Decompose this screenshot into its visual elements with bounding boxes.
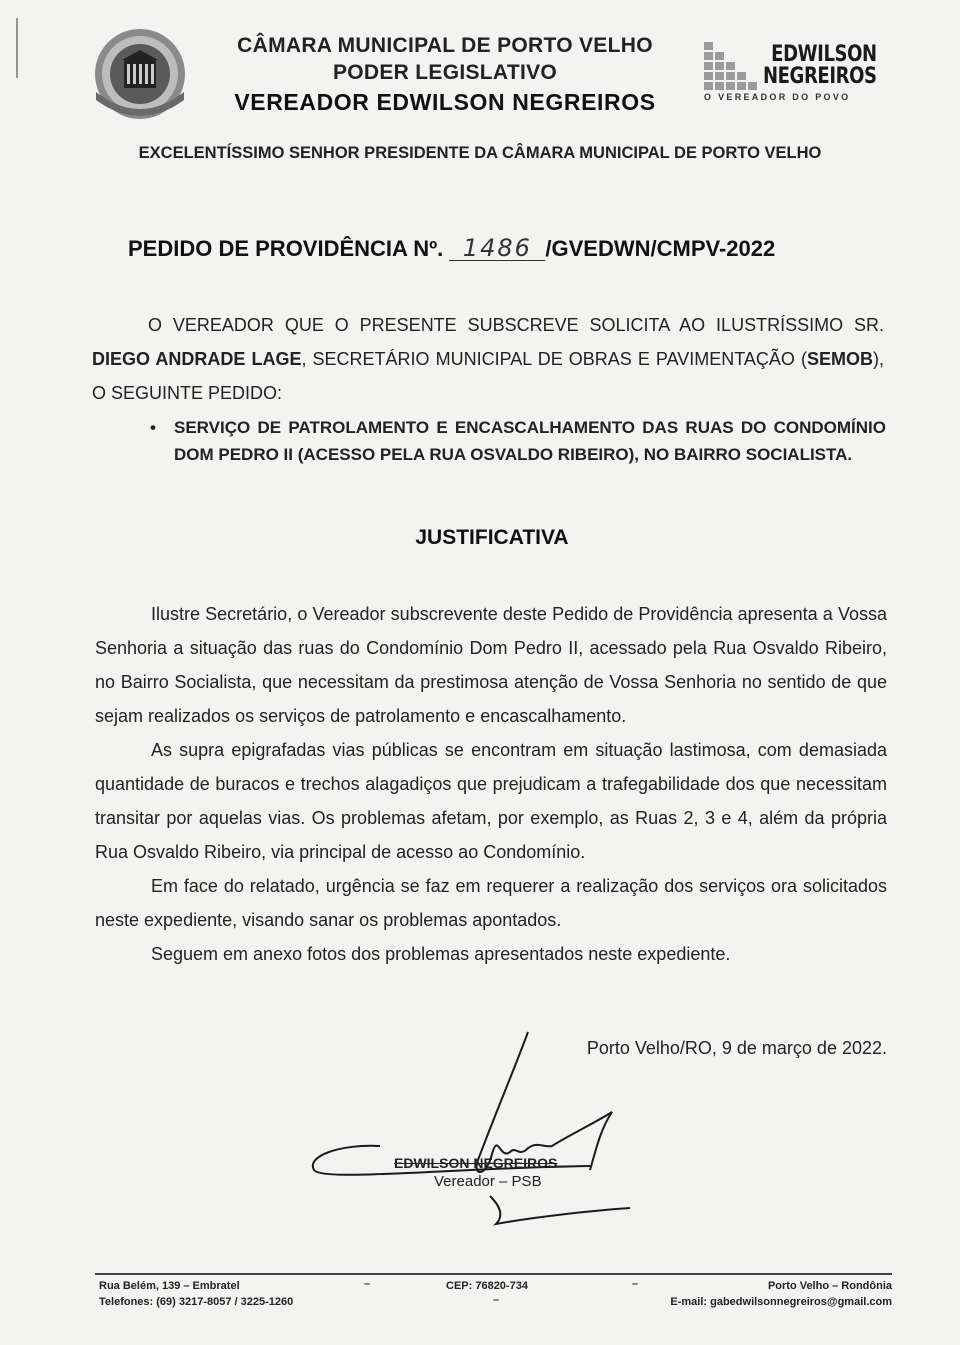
footer-cep-text: CEP: 76820-734 bbox=[446, 1280, 528, 1292]
footer-contact bbox=[99, 1278, 293, 1310]
agency-acronym: SEMOB bbox=[806, 349, 873, 369]
councilor-logo bbox=[700, 40, 885, 110]
institution-branch: PODER LEGISLATIVO bbox=[332, 61, 558, 84]
city-council-seal-icon bbox=[92, 26, 188, 122]
footer-separator: – bbox=[364, 1278, 371, 1290]
handwritten-signature-icon bbox=[300, 1020, 640, 1240]
bar-blocks-icon bbox=[704, 42, 766, 94]
request-prefix: PEDIDO DE PROVIDÊNCIA Nº. bbox=[128, 236, 444, 261]
place-and-date: Porto Velho/RO, 9 de março de 2022. bbox=[586, 1038, 887, 1058]
signer-role: Vereador – PSB bbox=[434, 1173, 542, 1190]
logo-name-line1: EDWILSON bbox=[771, 42, 877, 67]
justification-paragraph: As supra epigrafadas vias públicas se encontram em situação lastimosa, com demasiada quantidade de buracos e trechos alagadiços que prejudicam a trafegabilidade dos que necessitam transitar por aquelas vias. Os problemas afetam, por exemplo, as Ruas 2, 3 e 4, além da própria Rua Osvaldo Ribeiro, via principal de acesso ao Condomínio. bbox=[95, 740, 887, 862]
intro-paragraph bbox=[92, 308, 884, 410]
intro-text-2: , SECRETÁRIO MUNICIPAL DE OBRAS E PAVIMENTAÇÃO ( bbox=[301, 349, 807, 369]
addressee-line: EXCELENTÍSSIMO SENHOR PRESIDENTE DA CÂMARA MUNICIPAL DE PORTO VELHO bbox=[138, 144, 822, 162]
request-title bbox=[128, 236, 775, 262]
justification-paragraph: Ilustre Secretário, o Vereador subscrevente deste Pedido de Providência apresenta a Vossa Senhoria a situação das ruas do Condomínio Dom Pedro II, acessado pela Rua Osvaldo Ribeiro, no Bairro Socialista, que necessitam da prestimosa atenção de Vossa Senhoria no sentido de que sejam realizados os serviços de patrolamento e encascalhamento. bbox=[95, 604, 887, 726]
request-item bbox=[150, 414, 886, 468]
institution-name: CÂMARA MUNICIPAL DE PORTO VELHO bbox=[237, 34, 653, 57]
intro-text-1: O VEREADOR QUE O PRESENTE SUBSCREVE SOLICITA AO ILUSTRÍSSIMO SR. bbox=[148, 315, 884, 335]
footer-email: E-mail: gabedwilsonnegreiros@gmail.com bbox=[670, 1296, 892, 1308]
logo-name-line2: NEGREIROS bbox=[763, 64, 877, 89]
logo-tagline: O VEREADOR DO POVO bbox=[704, 92, 851, 102]
justification-heading: JUSTIFICATIVA bbox=[415, 526, 569, 549]
footer-separator: – bbox=[632, 1278, 639, 1290]
footer-address: Rua Belém, 139 – Embratel bbox=[99, 1280, 240, 1292]
scan-edge-mark bbox=[16, 18, 18, 78]
footer-phones: Telefones: (69) 3217-8057 / 3225-1260 bbox=[99, 1296, 294, 1308]
request-suffix: /GVEDWN/CMPV-2022 bbox=[545, 236, 776, 261]
footer-divider bbox=[95, 1273, 892, 1275]
request-number: 1486 bbox=[449, 236, 545, 261]
justification-body bbox=[95, 597, 887, 971]
recipient-name: DIEGO ANDRADE LAGE bbox=[92, 349, 302, 369]
footer-separator: – bbox=[493, 1294, 500, 1306]
justification-paragraph: Em face do relatado, urgência se faz em requerer a realização dos serviços ora solicitados neste expediente, visando sanar os problemas apontados. bbox=[95, 876, 887, 930]
footer-cep bbox=[446, 1278, 528, 1294]
signer-name: EDWILSON NEGREIROS bbox=[394, 1155, 558, 1171]
justification-paragraph: Seguem em anexo fotos dos problemas apresentados neste expediente. bbox=[151, 944, 731, 964]
bullet-icon: • bbox=[150, 418, 156, 437]
letterhead bbox=[200, 32, 690, 117]
intro-text-3: ), O SEGUINTE PEDIDO: bbox=[92, 349, 884, 403]
footer-city: Porto Velho – Rondônia bbox=[767, 1280, 892, 1292]
footer-city-email bbox=[670, 1278, 892, 1310]
councilor-office: VEREADOR EDWILSON NEGREIROS bbox=[234, 89, 656, 115]
request-item-text: SERVIÇO DE PATROLAMENTO E ENCASCALHAMENTO DAS RUAS DO CONDOMÍNIO DOM PEDRO II (ACESSO PELA RUA OSVALDO RIBEIRO), NO BAIRRO SOCIALISTA. bbox=[174, 418, 886, 464]
